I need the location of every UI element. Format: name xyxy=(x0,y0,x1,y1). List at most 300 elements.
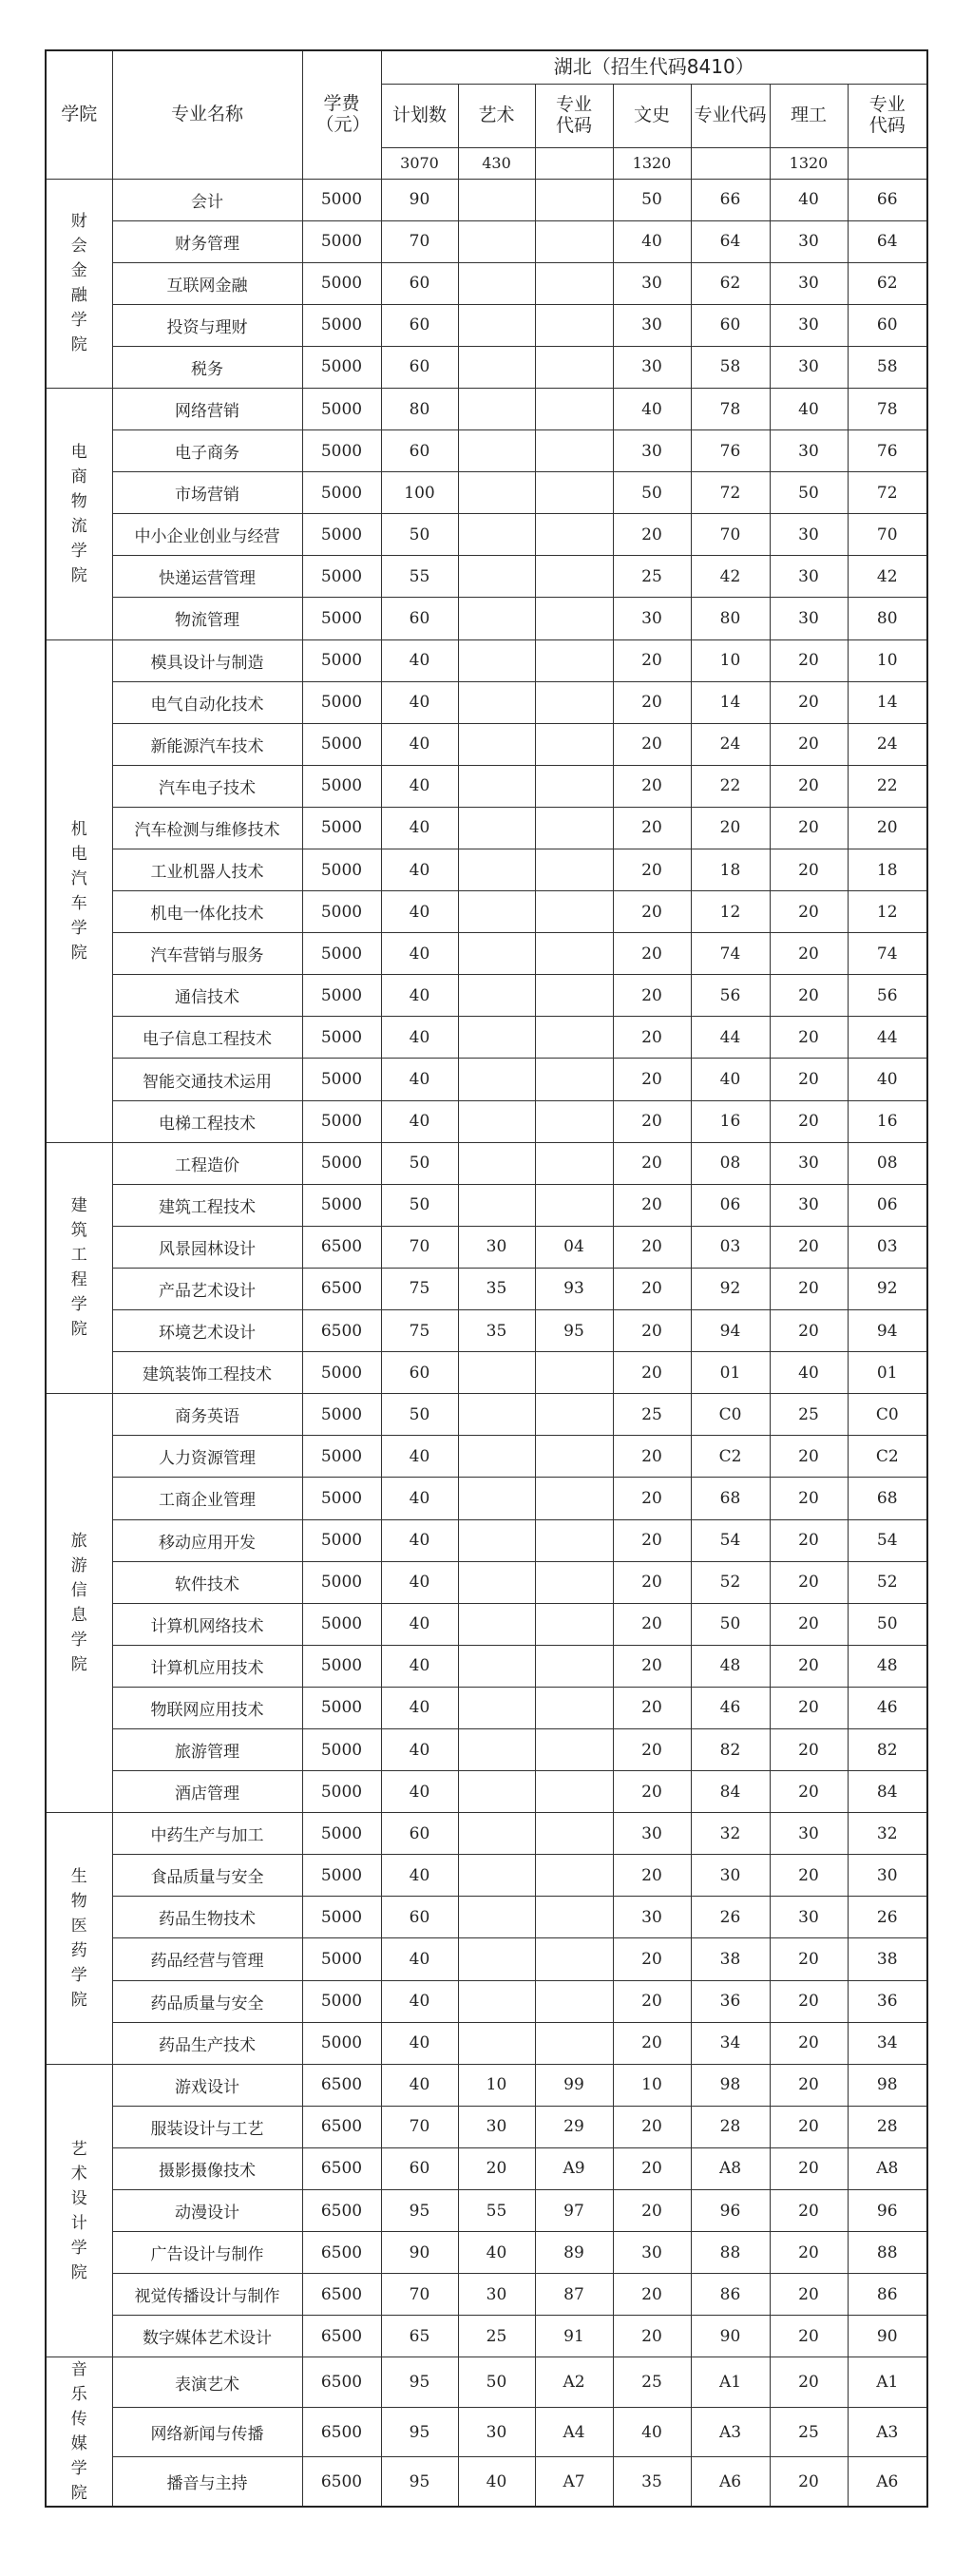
cell-art-code xyxy=(535,1436,613,1478)
table-row xyxy=(46,598,927,639)
cell-ligong-code: 90 xyxy=(848,2316,927,2357)
cell-ligong-code: 68 xyxy=(848,1478,927,1519)
cell-art: 55 xyxy=(458,2190,535,2232)
cell-art xyxy=(458,304,535,346)
cell-art-code xyxy=(535,388,613,429)
cell-ligong-code: 58 xyxy=(848,346,927,388)
cell-ligong-code: 60 xyxy=(848,304,927,346)
cell-fee: 5000 xyxy=(302,1938,381,1980)
major-name: 机电一体化技术 xyxy=(112,891,302,933)
cell-wenshi-code: 01 xyxy=(691,1352,770,1394)
cell-ligong-code: 30 xyxy=(848,1855,927,1897)
cell-art xyxy=(458,1938,535,1980)
cell-wenshi: 25 xyxy=(613,556,691,598)
cell-fee: 5000 xyxy=(302,1352,381,1394)
cell-wenshi: 20 xyxy=(613,1687,691,1728)
cell-wenshi-code: 92 xyxy=(691,1268,770,1309)
cell-ligong-code: 36 xyxy=(848,1980,927,2022)
major-name: 新能源汽车技术 xyxy=(112,723,302,765)
table-row xyxy=(46,1897,927,1938)
cell-plan: 40 xyxy=(381,1728,458,1770)
major-name: 中药生产与加工 xyxy=(112,1813,302,1855)
major-name: 智能交通技术运用 xyxy=(112,1059,302,1100)
cell-plan: 55 xyxy=(381,556,458,598)
table-row xyxy=(46,1017,927,1059)
cell-ligong-code: 70 xyxy=(848,514,927,556)
cell-plan: 40 xyxy=(381,1436,458,1478)
cell-art xyxy=(458,681,535,723)
cell-ligong-code: 18 xyxy=(848,849,927,891)
cell-wenshi: 20 xyxy=(613,849,691,891)
cell-ligong: 30 xyxy=(770,1184,848,1226)
cell-fee: 5000 xyxy=(302,1017,381,1059)
cell-plan: 40 xyxy=(381,1478,458,1519)
cell-art-code: 29 xyxy=(535,2106,613,2147)
cell-art: 40 xyxy=(458,2457,535,2508)
cell-ligong: 30 xyxy=(770,1897,848,1938)
cell-wenshi-code: 16 xyxy=(691,1100,770,1142)
table-row xyxy=(46,2106,927,2147)
cell-art-code xyxy=(535,1938,613,1980)
table-row xyxy=(46,723,927,765)
cell-wenshi: 30 xyxy=(613,430,691,472)
cell-wenshi-code: A3 xyxy=(691,2407,770,2457)
table-row xyxy=(46,1728,927,1770)
cell-art xyxy=(458,639,535,681)
cell-art-code xyxy=(535,2022,613,2064)
cell-art xyxy=(458,807,535,849)
cell-ligong: 30 xyxy=(770,556,848,598)
major-name: 电气自动化技术 xyxy=(112,681,302,723)
major-name: 产品艺术设计 xyxy=(112,1268,302,1309)
cell-fee: 5000 xyxy=(302,304,381,346)
cell-fee: 6500 xyxy=(302,2316,381,2357)
table-row xyxy=(46,2357,927,2408)
cell-art xyxy=(458,1980,535,2022)
cell-wenshi-code: 54 xyxy=(691,1519,770,1561)
cell-art-code: 04 xyxy=(535,1226,613,1268)
cell-wenshi: 50 xyxy=(613,179,691,220)
cell-art: 30 xyxy=(458,1226,535,1268)
cell-art xyxy=(458,262,535,304)
cell-art-code xyxy=(535,1687,613,1728)
cell-fee: 5000 xyxy=(302,514,381,556)
cell-fee: 5000 xyxy=(302,1436,381,1478)
cell-art xyxy=(458,1059,535,1100)
table-row xyxy=(46,1938,927,1980)
cell-wenshi: 20 xyxy=(613,2190,691,2232)
cell-wenshi-code: C0 xyxy=(691,1394,770,1436)
major-name: 广告设计与制作 xyxy=(112,2232,302,2274)
cell-ligong-code: 62 xyxy=(848,262,927,304)
cell-art xyxy=(458,1436,535,1478)
cell-ligong: 20 xyxy=(770,1436,848,1478)
cell-ligong: 30 xyxy=(770,304,848,346)
table-row xyxy=(46,514,927,556)
major-name: 环境艺术设计 xyxy=(112,1310,302,1352)
cell-art xyxy=(458,598,535,639)
table-row xyxy=(46,1059,927,1100)
cell-wenshi-code: 66 xyxy=(691,179,770,220)
cell-plan: 60 xyxy=(381,1813,458,1855)
college-name: 音 乐 传 媒 学 院 xyxy=(46,2357,112,2508)
cell-art-code xyxy=(535,1855,613,1897)
major-name: 模具设计与制造 xyxy=(112,639,302,681)
cell-wenshi: 40 xyxy=(613,388,691,429)
cell-art-code xyxy=(535,598,613,639)
major-name: 电子商务 xyxy=(112,430,302,472)
cell-art-code xyxy=(535,1184,613,1226)
cell-fee: 6500 xyxy=(302,1268,381,1309)
cell-art-code xyxy=(535,220,613,262)
cell-wenshi-code: 50 xyxy=(691,1603,770,1645)
cell-ligong: 20 xyxy=(770,1017,848,1059)
table-row xyxy=(46,304,927,346)
cell-art-code xyxy=(535,681,613,723)
cell-plan: 40 xyxy=(381,2064,458,2106)
cell-ligong-code: 40 xyxy=(848,1059,927,1100)
major-name: 风景园林设计 xyxy=(112,1226,302,1268)
major-name: 税务 xyxy=(112,346,302,388)
header-wenshi: 文史 xyxy=(613,84,691,147)
cell-plan: 40 xyxy=(381,891,458,933)
table-row xyxy=(46,849,927,891)
major-name: 商务英语 xyxy=(112,1394,302,1436)
cell-wenshi: 40 xyxy=(613,2407,691,2457)
table-row xyxy=(46,388,927,429)
cell-wenshi: 20 xyxy=(613,933,691,975)
cell-ligong-code: 16 xyxy=(848,1100,927,1142)
cell-ligong-code: 48 xyxy=(848,1645,927,1687)
cell-fee: 5000 xyxy=(302,1728,381,1770)
cell-art xyxy=(458,1100,535,1142)
table-row xyxy=(46,1855,927,1897)
total-art: 430 xyxy=(458,147,535,179)
total-ligong-code xyxy=(848,147,927,179)
major-name: 服装设计与工艺 xyxy=(112,2106,302,2147)
major-name: 动漫设计 xyxy=(112,2190,302,2232)
major-name: 酒店管理 xyxy=(112,1771,302,1813)
table-row xyxy=(46,2064,927,2106)
cell-wenshi-code: A6 xyxy=(691,2457,770,2508)
table-header xyxy=(46,50,927,179)
table-row xyxy=(46,2274,927,2316)
cell-ligong-code: 86 xyxy=(848,2274,927,2316)
cell-wenshi: 20 xyxy=(613,1771,691,1813)
cell-wenshi-code: 03 xyxy=(691,1226,770,1268)
cell-wenshi-code: 34 xyxy=(691,2022,770,2064)
total-art-code xyxy=(535,147,613,179)
table-row xyxy=(46,1142,927,1184)
cell-ligong-code: 76 xyxy=(848,430,927,472)
cell-art-code xyxy=(535,1100,613,1142)
cell-art-code xyxy=(535,723,613,765)
cell-wenshi: 20 xyxy=(613,1310,691,1352)
cell-fee: 6500 xyxy=(302,2147,381,2189)
cell-ligong: 20 xyxy=(770,2106,848,2147)
cell-ligong-code: 50 xyxy=(848,1603,927,1645)
cell-fee: 5000 xyxy=(302,891,381,933)
table-row xyxy=(46,639,927,681)
cell-ligong-code: 14 xyxy=(848,681,927,723)
cell-fee: 5000 xyxy=(302,556,381,598)
cell-fee: 5000 xyxy=(302,472,381,514)
cell-ligong-code: 72 xyxy=(848,472,927,514)
cell-wenshi-code: 74 xyxy=(691,933,770,975)
cell-wenshi: 30 xyxy=(613,2232,691,2274)
cell-wenshi-code: 06 xyxy=(691,1184,770,1226)
cell-fee: 6500 xyxy=(302,2357,381,2408)
cell-ligong-code: 44 xyxy=(848,1017,927,1059)
cell-wenshi: 25 xyxy=(613,2357,691,2408)
major-name: 建筑工程技术 xyxy=(112,1184,302,1226)
cell-wenshi: 30 xyxy=(613,1897,691,1938)
cell-ligong: 20 xyxy=(770,1645,848,1687)
major-name: 表演艺术 xyxy=(112,2357,302,2408)
cell-wenshi-code: 36 xyxy=(691,1980,770,2022)
cell-art-code xyxy=(535,1645,613,1687)
cell-plan: 60 xyxy=(381,304,458,346)
table-row xyxy=(46,1394,927,1436)
cell-ligong: 30 xyxy=(770,430,848,472)
major-name: 互联网金融 xyxy=(112,262,302,304)
cell-wenshi: 20 xyxy=(613,1142,691,1184)
table-row xyxy=(46,1813,927,1855)
cell-ligong: 20 xyxy=(770,2190,848,2232)
cell-wenshi: 20 xyxy=(613,1645,691,1687)
table-row xyxy=(46,430,927,472)
major-name: 旅游管理 xyxy=(112,1728,302,1770)
cell-fee: 5000 xyxy=(302,1603,381,1645)
cell-art: 25 xyxy=(458,2316,535,2357)
cell-wenshi-code: 14 xyxy=(691,681,770,723)
major-name: 工商企业管理 xyxy=(112,1478,302,1519)
major-name: 汽车电子技术 xyxy=(112,765,302,807)
cell-ligong-code: 34 xyxy=(848,2022,927,2064)
major-name: 摄影摄像技术 xyxy=(112,2147,302,2189)
cell-ligong-code: A8 xyxy=(848,2147,927,2189)
cell-art-code: A7 xyxy=(535,2457,613,2508)
cell-wenshi-code: 58 xyxy=(691,346,770,388)
cell-plan: 40 xyxy=(381,1561,458,1603)
cell-plan: 40 xyxy=(381,639,458,681)
cell-fee: 5000 xyxy=(302,765,381,807)
cell-art-code xyxy=(535,1897,613,1938)
cell-ligong: 20 xyxy=(770,1603,848,1645)
cell-art-code xyxy=(535,933,613,975)
table-row xyxy=(46,556,927,598)
major-name: 移动应用开发 xyxy=(112,1519,302,1561)
cell-plan: 70 xyxy=(381,220,458,262)
cell-wenshi: 20 xyxy=(613,765,691,807)
college-name: 财 会 金 融 学 院 xyxy=(46,179,112,388)
cell-plan: 60 xyxy=(381,262,458,304)
cell-wenshi-code: 12 xyxy=(691,891,770,933)
cell-ligong-code: 74 xyxy=(848,933,927,975)
cell-art xyxy=(458,1352,535,1394)
cell-ligong: 30 xyxy=(770,1813,848,1855)
cell-fee: 5000 xyxy=(302,1059,381,1100)
cell-ligong: 20 xyxy=(770,1771,848,1813)
cell-plan: 40 xyxy=(381,1603,458,1645)
cell-art-code xyxy=(535,1059,613,1100)
cell-ligong-code: 12 xyxy=(848,891,927,933)
table-row xyxy=(46,1603,927,1645)
cell-wenshi: 20 xyxy=(613,1017,691,1059)
cell-ligong: 20 xyxy=(770,2064,848,2106)
table-row xyxy=(46,1687,927,1728)
cell-plan: 70 xyxy=(381,1226,458,1268)
major-name: 汽车营销与服务 xyxy=(112,933,302,975)
table-row xyxy=(46,1268,927,1309)
cell-wenshi-code: 62 xyxy=(691,262,770,304)
cell-ligong-code: 46 xyxy=(848,1687,927,1728)
cell-wenshi: 20 xyxy=(613,891,691,933)
cell-art xyxy=(458,346,535,388)
cell-plan: 40 xyxy=(381,1771,458,1813)
cell-wenshi: 20 xyxy=(613,1184,691,1226)
cell-wenshi: 20 xyxy=(613,975,691,1017)
cell-plan: 40 xyxy=(381,975,458,1017)
cell-art xyxy=(458,179,535,220)
table-row xyxy=(46,220,927,262)
cell-art xyxy=(458,2022,535,2064)
cell-art: 35 xyxy=(458,1310,535,1352)
cell-fee: 5000 xyxy=(302,639,381,681)
cell-art-code: A9 xyxy=(535,2147,613,2189)
major-name: 药品质量与安全 xyxy=(112,1980,302,2022)
cell-wenshi: 20 xyxy=(613,1728,691,1770)
cell-wenshi: 35 xyxy=(613,2457,691,2508)
cell-ligong: 30 xyxy=(770,262,848,304)
table-row xyxy=(46,2232,927,2274)
table-row xyxy=(46,891,927,933)
cell-fee: 5000 xyxy=(302,1561,381,1603)
cell-art: 10 xyxy=(458,2064,535,2106)
table-row xyxy=(46,2022,927,2064)
cell-wenshi-code: 72 xyxy=(691,472,770,514)
college-name: 机 电 汽 车 学 院 xyxy=(46,639,112,1142)
cell-plan: 95 xyxy=(381,2190,458,2232)
total-wenshi-code xyxy=(691,147,770,179)
cell-wenshi-code: 80 xyxy=(691,598,770,639)
cell-ligong: 20 xyxy=(770,2147,848,2189)
cell-art-code xyxy=(535,807,613,849)
cell-wenshi: 20 xyxy=(613,1226,691,1268)
cell-art: 50 xyxy=(458,2357,535,2408)
cell-ligong-code: 26 xyxy=(848,1897,927,1938)
cell-art xyxy=(458,1728,535,1770)
cell-fee: 5000 xyxy=(302,1813,381,1855)
cell-plan: 40 xyxy=(381,1980,458,2022)
cell-art xyxy=(458,1771,535,1813)
table-row xyxy=(46,2457,927,2508)
cell-ligong-code: 28 xyxy=(848,2106,927,2147)
cell-art-code: 97 xyxy=(535,2190,613,2232)
table-row xyxy=(46,1226,927,1268)
cell-fee: 5000 xyxy=(302,1855,381,1897)
cell-art-code: A4 xyxy=(535,2407,613,2457)
table-row xyxy=(46,1519,927,1561)
college-name: 艺 术 设 计 学 院 xyxy=(46,2064,112,2357)
college-name: 建 筑 工 程 学 院 xyxy=(46,1142,112,1394)
table-row xyxy=(46,975,927,1017)
cell-wenshi-code: 64 xyxy=(691,220,770,262)
cell-art xyxy=(458,891,535,933)
cell-wenshi: 20 xyxy=(613,2316,691,2357)
cell-ligong: 20 xyxy=(770,1226,848,1268)
cell-plan: 95 xyxy=(381,2407,458,2457)
cell-fee: 5000 xyxy=(302,723,381,765)
cell-art xyxy=(458,1394,535,1436)
cell-art-code xyxy=(535,1142,613,1184)
cell-art xyxy=(458,1645,535,1687)
cell-art-code: 87 xyxy=(535,2274,613,2316)
cell-wenshi-code: A8 xyxy=(691,2147,770,2189)
cell-art: 30 xyxy=(458,2407,535,2457)
cell-ligong-code: 06 xyxy=(848,1184,927,1226)
major-name: 播音与主持 xyxy=(112,2457,302,2508)
cell-ligong: 20 xyxy=(770,1059,848,1100)
cell-art xyxy=(458,556,535,598)
cell-ligong: 30 xyxy=(770,1142,848,1184)
cell-wenshi: 20 xyxy=(613,1980,691,2022)
cell-fee: 5000 xyxy=(302,681,381,723)
cell-ligong: 20 xyxy=(770,1687,848,1728)
cell-ligong: 20 xyxy=(770,2274,848,2316)
cell-ligong-code: 64 xyxy=(848,220,927,262)
cell-ligong-code: 24 xyxy=(848,723,927,765)
cell-fee: 6500 xyxy=(302,1226,381,1268)
cell-ligong: 20 xyxy=(770,639,848,681)
cell-art-code: 99 xyxy=(535,2064,613,2106)
cell-ligong: 25 xyxy=(770,2407,848,2457)
cell-plan: 40 xyxy=(381,1100,458,1142)
cell-wenshi: 20 xyxy=(613,1268,691,1309)
cell-wenshi-code: 18 xyxy=(691,849,770,891)
cell-fee: 5000 xyxy=(302,849,381,891)
cell-fee: 5000 xyxy=(302,1394,381,1436)
cell-ligong-code: 56 xyxy=(848,975,927,1017)
cell-plan: 60 xyxy=(381,346,458,388)
cell-ligong: 20 xyxy=(770,1100,848,1142)
cell-ligong: 50 xyxy=(770,472,848,514)
cell-plan: 90 xyxy=(381,179,458,220)
cell-ligong: 20 xyxy=(770,2357,848,2408)
cell-plan: 40 xyxy=(381,1938,458,1980)
cell-plan: 40 xyxy=(381,1519,458,1561)
cell-fee: 6500 xyxy=(302,2064,381,2106)
cell-ligong-code: 78 xyxy=(848,388,927,429)
table-row xyxy=(46,1352,927,1394)
cell-plan: 40 xyxy=(381,723,458,765)
cell-ligong: 20 xyxy=(770,2232,848,2274)
cell-wenshi: 30 xyxy=(613,598,691,639)
cell-ligong: 20 xyxy=(770,891,848,933)
cell-wenshi: 50 xyxy=(613,472,691,514)
major-name: 物流管理 xyxy=(112,598,302,639)
cell-art-code xyxy=(535,1980,613,2022)
cell-ligong: 40 xyxy=(770,1352,848,1394)
major-name: 会计 xyxy=(112,179,302,220)
cell-plan: 40 xyxy=(381,1687,458,1728)
major-name: 计算机应用技术 xyxy=(112,1645,302,1687)
table-row xyxy=(46,179,927,220)
table-row xyxy=(46,681,927,723)
table-row xyxy=(46,807,927,849)
table-row xyxy=(46,2407,927,2457)
cell-fee: 6500 xyxy=(302,2274,381,2316)
